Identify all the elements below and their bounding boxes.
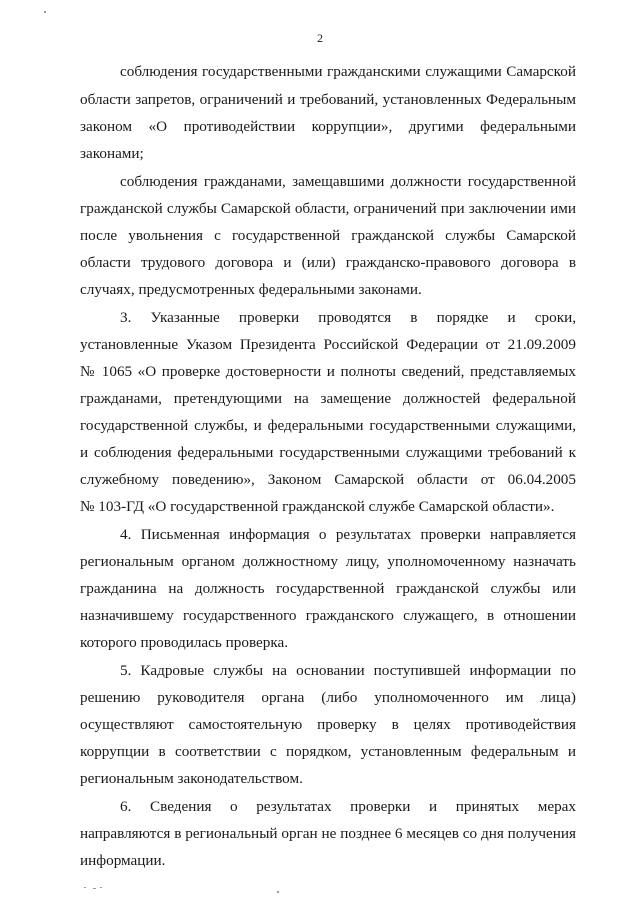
text-line: информации. — [80, 852, 166, 869]
text-line: 4. Письменная информация о результатах проверки направляется — [120, 526, 576, 543]
text-line: области запретов, ограничений и требований, установленных Федеральным — [80, 91, 576, 108]
scan-speck — [277, 891, 279, 893]
text-line: № 103-ГД «О государственной гражданской службе Самарской области». — [80, 498, 555, 515]
scan-speck — [100, 887, 102, 888]
text-line: служебному поведению», Законом Самарской области от 06.04.2005 — [80, 471, 576, 488]
text-line: назначившему государственного гражданского служащего, в отношении — [80, 607, 576, 624]
text-line: которого проводилась проверка. — [80, 634, 289, 651]
text-line: региональным органом должностному лицу, уполномоченному назначать — [80, 553, 576, 570]
text-line: гражданами, претендующими на замещение должностей федеральной — [80, 390, 576, 407]
page-number: 2 — [317, 31, 323, 45]
text-line: гражданина на должность государственной гражданской службы или — [80, 580, 576, 597]
text-line: региональным законодательством. — [80, 770, 303, 787]
text-line: законом «О противодействии коррупции», другими федеральными — [80, 118, 576, 135]
text-line: установленные Указом Президента Российской Федерации от 21.09.2009 — [80, 336, 576, 353]
text-line: государственной службы, и федеральными государственными служащими, — [80, 417, 576, 434]
text-line: коррупции в соответствии с порядком, установленным федеральным и — [80, 743, 576, 760]
text-line: решению руководителя органа (либо уполномоченного им лица) — [80, 689, 576, 706]
text-line: законами; — [80, 145, 144, 162]
text-line: 3. Указанные проверки проводятся в порядке и сроки, — [120, 309, 576, 326]
text-line: случаях, предусмотренных федеральными законами. — [80, 281, 422, 298]
text-line: соблюдения гражданами, замещавшими должности государственной — [120, 173, 576, 190]
text-line: после увольнения с государственной гражданской службы Самарской — [80, 227, 576, 244]
text-line: осуществляют самостоятельную проверку в целях противодействия — [80, 716, 576, 733]
text-line: гражданской службы Самарской области, ограничений при заключении ими — [80, 200, 576, 217]
text-line: 6. Сведения о результатах проверки и принятых мерах — [120, 798, 576, 815]
text-line: и соблюдения федеральными государственными служащими требований к — [80, 444, 576, 461]
text-line: соблюдения государственными гражданскими служащими Самарской — [120, 63, 576, 80]
text-line: 5. Кадровые службы на основании поступившей информации по — [120, 662, 576, 679]
scan-speck — [84, 887, 86, 888]
text-line: № 1065 «О проверке достоверности и полноты сведений, представляемых — [80, 363, 576, 380]
scan-speck — [93, 888, 96, 889]
scan-speck — [44, 11, 46, 13]
text-line: области трудового договора и (или) гражданско-правового договора в — [80, 254, 576, 271]
text-line: направляются в региональный орган не позднее 6 месяцев со дня получения — [80, 825, 576, 842]
